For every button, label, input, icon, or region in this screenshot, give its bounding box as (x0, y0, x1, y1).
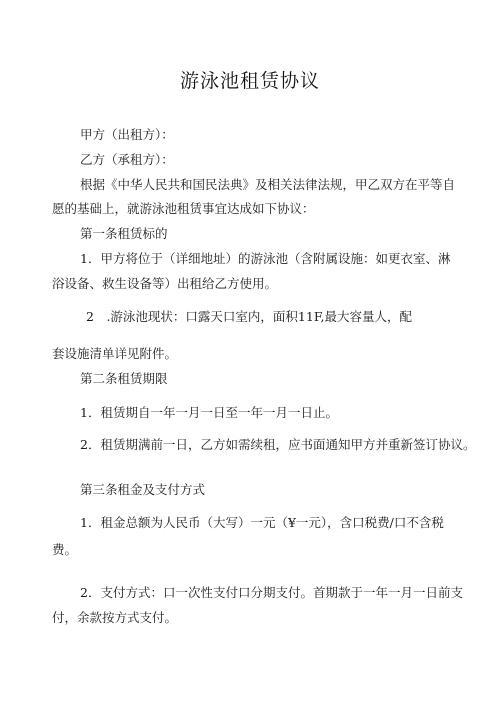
party-a-line: 甲方（出租方）： (80, 127, 174, 142)
party-b-line: 乙方（承租方）： (80, 152, 174, 167)
article-1-item-1-line-2: 浴设备、救生设备等）出租给乙方使用。 (52, 276, 278, 291)
article-3-heading: 第三条租金及支付方式 (80, 482, 206, 497)
preamble-line-2: 愿的基础上，就游泳池租赁事宜达成如下协议： (52, 201, 315, 216)
article-2-item-1: 1．租赁期自一年一月一日至一年一月一日止。 (80, 405, 338, 420)
article-1-item-1-line-1: 1．甲方将位于（详细地址）的游泳池（含附属设施：如更衣室、淋 (80, 251, 451, 266)
article-1-item-2-line-1: 2 .游泳池现状：口露天口室内，面积11F,最大容量人，配 (86, 309, 413, 324)
article-3-item-2-line-2: 付，余款按方式支付。 (52, 610, 178, 625)
article-3-item-2-line-1: 2．支付方式：口一次性支付口分期支付。首期款于一年一月一日前支 (80, 585, 463, 600)
article-2-heading: 第二条租赁期限 (80, 371, 168, 386)
article-1-item-2-line-2: 套设施清单详见附件。 (52, 346, 178, 361)
article-1-heading: 第一条租赁标的 (80, 226, 168, 241)
document-title: 游泳池租赁协议 (179, 70, 320, 92)
article-2-item-2: 2．租赁期满前一日，乙方如需续租，应书面通知甲方并重新签订协议。 (80, 437, 476, 452)
preamble-line-1: 根据《中华人民共和国民法典》及相关法律法规，甲乙双方在平等自 (80, 177, 456, 192)
article-3-item-1-line-1: 1．租金总额为人民币（大写）一元（¥一元），含口税费/口不含税 (80, 515, 444, 530)
article-3-item-1-line-2: 费。 (52, 542, 78, 557)
